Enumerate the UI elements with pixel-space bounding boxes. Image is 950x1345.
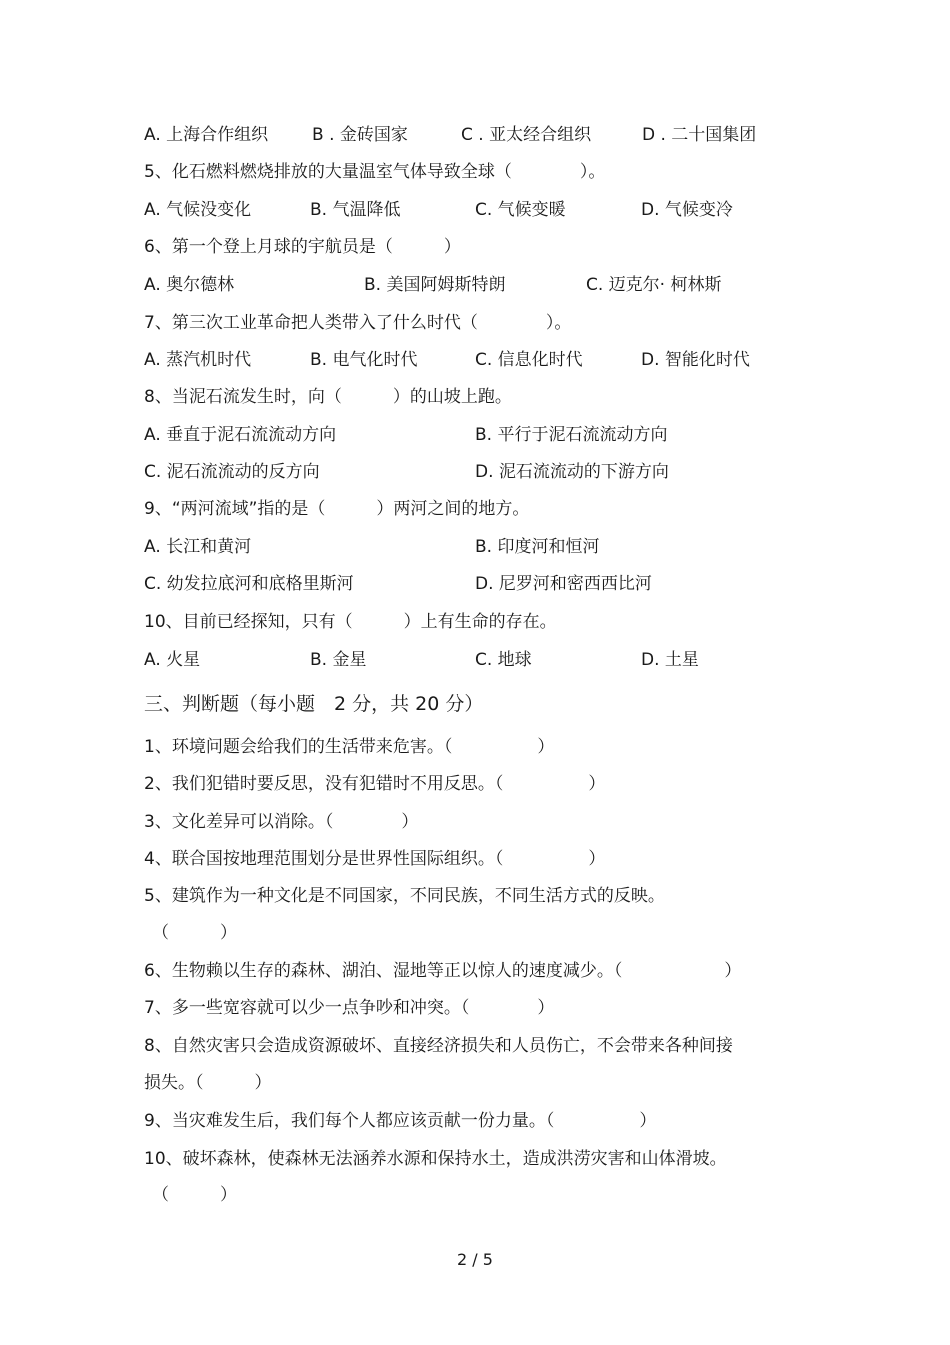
judgement-item-10: 10、破坏森林，使森林无法涵养水源和保持水土，造成洪涝灾害和山体滑坡。 bbox=[144, 1149, 727, 1169]
q4-option-b: B . 金砖国家 bbox=[312, 125, 408, 145]
q6-option-a: A. 奥尔德林 bbox=[144, 275, 235, 295]
q9-option-c: C. 幼发拉底河和底格里斯河 bbox=[144, 574, 354, 594]
q4-option-a: A. 上海合作组织 bbox=[144, 125, 269, 145]
q7-stem: 7、第三次工业革命把人类带入了什么时代（ ）。 bbox=[144, 313, 572, 333]
q8-option-c: C. 泥石流流动的反方向 bbox=[144, 462, 320, 482]
judgement-item-6: 6、生物赖以生存的森林、湖泊、湿地等正以惊人的速度减少。（ ） bbox=[144, 961, 742, 981]
q5-option-b: B. 气温降低 bbox=[310, 200, 401, 220]
q7-option-b: B. 电气化时代 bbox=[310, 350, 418, 370]
q8-option-a: A. 垂直于泥石流流动方向 bbox=[144, 425, 337, 445]
judgement-item-8: 8、自然灾害只会造成资源破坏、直接经济损失和人员伤亡，不会带来各种间接 bbox=[144, 1036, 733, 1056]
q5-option-a: A. 气候没变化 bbox=[144, 200, 252, 220]
q7-option-d: D. 智能化时代 bbox=[641, 350, 750, 370]
judgement-item-3: 3、文化差异可以消除。（ ） bbox=[144, 812, 419, 832]
judgement-item-9: 9、当灾难发生后，我们每个人都应该贡献一份力量。（ ） bbox=[144, 1111, 657, 1131]
section-heading-judgement: 三、判断题（每小题 2 分，共 20 分） bbox=[144, 693, 484, 715]
q4-option-d: D . 二十国集团 bbox=[642, 125, 757, 145]
q5-option-c: C. 气候变暖 bbox=[475, 200, 566, 220]
q10-option-b: B. 金星 bbox=[310, 650, 367, 670]
q8-stem: 8、当泥石流发生时，向（ ）的山坡上跑。 bbox=[144, 387, 512, 407]
q9-option-b: B. 印度河和恒河 bbox=[475, 537, 600, 557]
q10-stem: 10、目前已经探知，只有（ ）上有生命的存在。 bbox=[144, 612, 557, 632]
q10-option-a: A. 火星 bbox=[144, 650, 201, 670]
q9-option-a: A. 长江和黄河 bbox=[144, 537, 252, 557]
judgement-item-4: 4、联合国按地理范围划分是世界性国际组织。（ ） bbox=[144, 849, 606, 869]
q6-option-c: C. 迈克尔· 柯林斯 bbox=[586, 275, 722, 295]
judgement-item-5-blank: （ ） bbox=[152, 923, 237, 943]
q9-stem: 9、“两河流域”指的是（ ）两河之间的地方。 bbox=[144, 499, 530, 519]
judgement-item-1: 1、环境问题会给我们的生活带来危害。（ ） bbox=[144, 737, 555, 757]
q9-option-d: D. 尼罗河和密西西比河 bbox=[475, 574, 652, 594]
q10-option-d: D. 土星 bbox=[641, 650, 699, 670]
judgement-item-8-cont: 损失。（ ） bbox=[144, 1073, 272, 1093]
judgement-item-5: 5、建筑作为一种文化是不同国家，不同民族，不同生活方式的反映。 bbox=[144, 886, 665, 906]
q6-option-b: B. 美国阿姆斯特朗 bbox=[364, 275, 506, 295]
q7-option-c: C. 信息化时代 bbox=[475, 350, 583, 370]
judgement-item-7: 7、多一些宽容就可以少一点争吵和冲突。（ ） bbox=[144, 998, 555, 1018]
page-number: 2 / 5 bbox=[457, 1250, 493, 1269]
q8-option-b: B. 平行于泥石流流动方向 bbox=[475, 425, 668, 445]
q5-stem: 5、化石燃料燃烧排放的大量温室气体导致全球（ ）。 bbox=[144, 162, 606, 182]
q8-option-d: D. 泥石流流动的下游方向 bbox=[475, 462, 669, 482]
judgement-item-10-blank: （ ） bbox=[152, 1185, 237, 1205]
judgement-item-2: 2、我们犯错时要反思，没有犯错时不用反思。（ ） bbox=[144, 774, 606, 794]
q4-option-c: C . 亚太经合组织 bbox=[461, 125, 592, 145]
q7-option-a: A. 蒸汽机时代 bbox=[144, 350, 252, 370]
q5-option-d: D. 气候变冷 bbox=[641, 200, 733, 220]
q10-option-c: C. 地球 bbox=[475, 650, 532, 670]
q6-stem: 6、第一个登上月球的宇航员是（ ） bbox=[144, 237, 461, 257]
